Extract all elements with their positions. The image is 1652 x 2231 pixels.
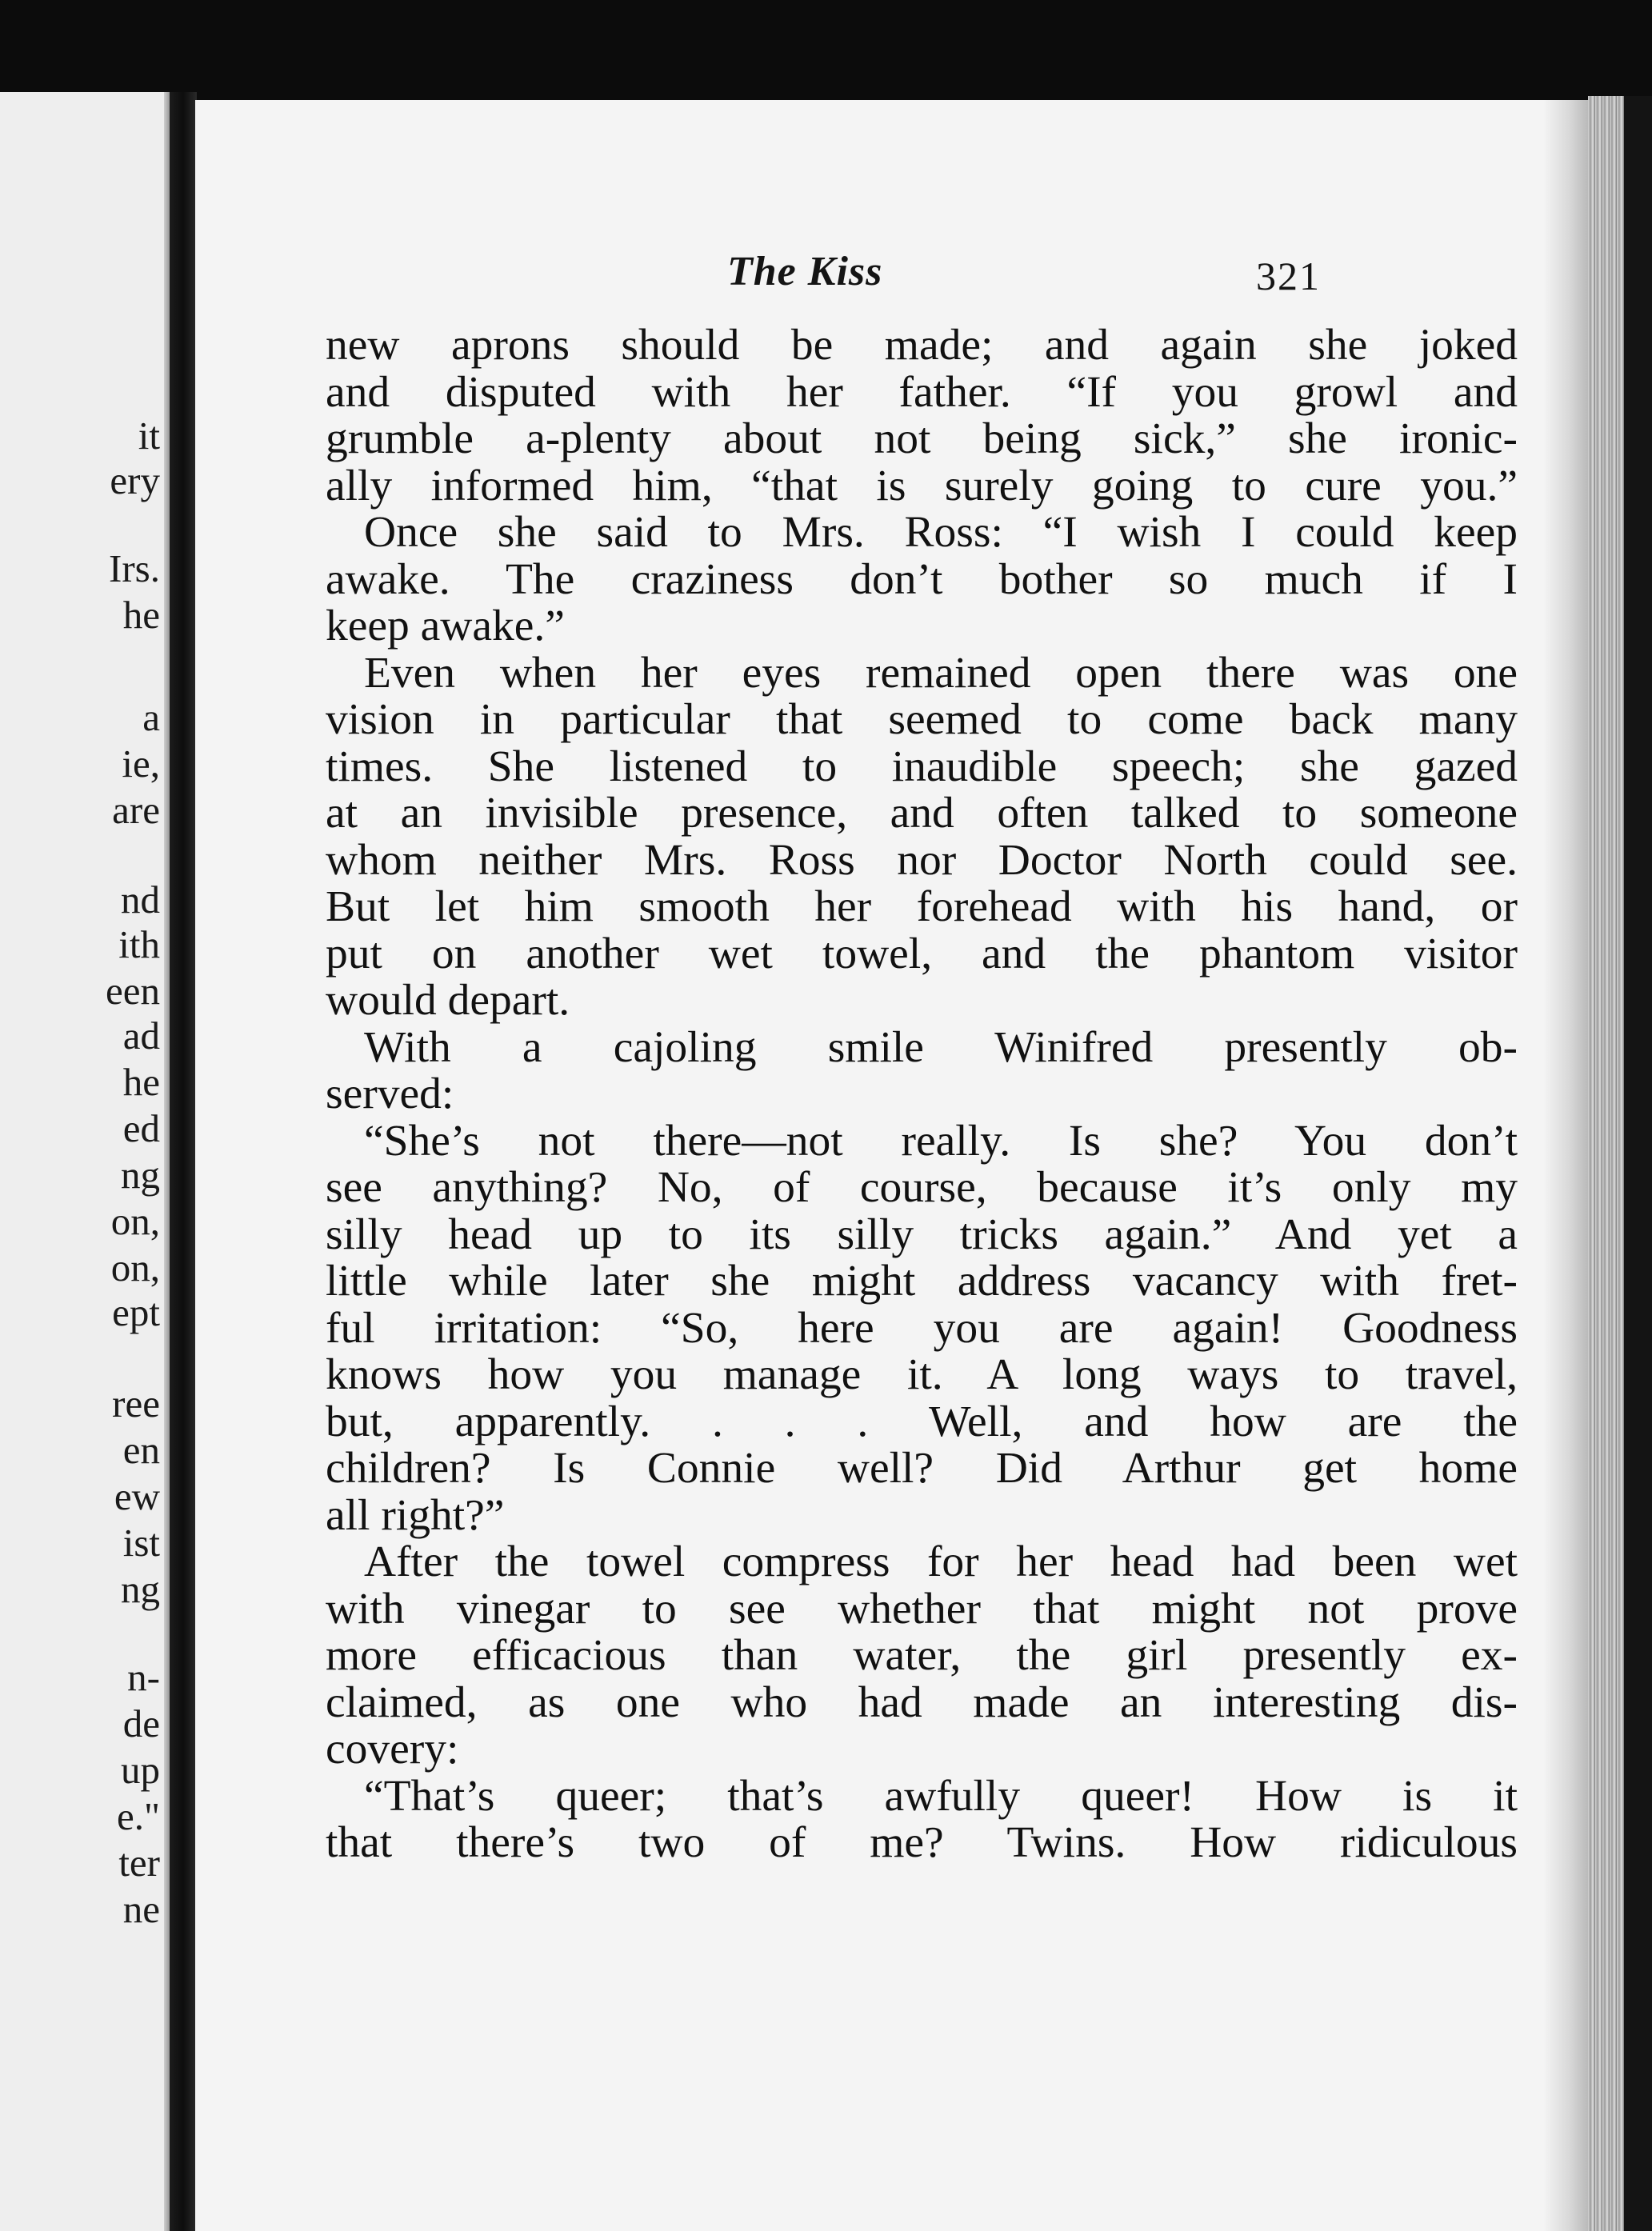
text-line: claimed, as one who had made an interesting dis-	[326, 1677, 1518, 1727]
left-fragment: en	[122, 1428, 160, 1472]
body-text	[326, 322, 1518, 1867]
text-line: times. She listened to inaudible speech; she gazed	[326, 742, 1518, 791]
text-line: awake. The craziness don’t bother so much if I	[326, 554, 1518, 604]
text-line: that there’s two of me? Twins. How ridiculous	[326, 1818, 1518, 1867]
left-fragment: e."	[116, 1794, 160, 1838]
left-fragment: ng	[121, 1153, 160, 1197]
left-fragment: ter	[118, 1841, 160, 1885]
left-fragment: ed	[122, 1106, 160, 1150]
left-fragment: ept	[112, 1290, 160, 1334]
text-line: and disputed with her father. “If you growl and	[326, 367, 1518, 417]
left-fragment: he	[122, 593, 160, 637]
left-fragment: Irs.	[109, 546, 160, 590]
text-line: little while later she might address vacancy with fret-	[326, 1257, 1518, 1305]
left-fragment: n-	[127, 1655, 160, 1699]
text-line: With a cajoling smile Winifred presently ob-	[364, 1022, 1518, 1072]
text-line: served:	[326, 1070, 454, 1118]
text-line: put on another wet towel, and the phantom visitor	[326, 929, 1518, 978]
left-fragment: nd	[121, 878, 160, 922]
running-title: The Kiss	[727, 249, 883, 294]
text-line: Even when her eyes remained open there was one	[364, 648, 1518, 698]
left-fragment: it	[138, 414, 160, 458]
text-line: whom neither Mrs. Ross nor Doctor North could see.	[326, 835, 1518, 885]
text-line: grumble a-plenty about not being sick,” she ironic-	[326, 414, 1518, 463]
left-fragment: ad	[122, 1014, 160, 1058]
text-line: with vinegar to see whether that might not prove	[326, 1584, 1518, 1633]
text-line: “She’s not there—not really. Is she? You don’t	[364, 1116, 1518, 1165]
text-line: After the towel compress for her head had been wet	[364, 1537, 1518, 1586]
right-page	[195, 100, 1591, 2231]
text-line: “That’s queer; that’s awfully queer! How is it	[364, 1771, 1518, 1821]
left-fragment: are	[112, 788, 160, 832]
left-fragment: ith	[118, 922, 160, 966]
text-line: all right?”	[326, 1490, 505, 1540]
left-fragment: on,	[110, 1199, 160, 1243]
left-fragment: ist	[122, 1521, 160, 1565]
text-line: keep awake.”	[326, 602, 565, 650]
left-fragment: a	[142, 695, 160, 739]
text-line: covery:	[326, 1725, 459, 1773]
text-line: see anything? No, of course, because it’s only my	[326, 1163, 1518, 1212]
left-fragment: ie,	[122, 742, 160, 786]
text-line: children? Is Connie well? Did Arthur get home	[326, 1444, 1518, 1493]
text-line: vision in particular that seemed to come back many	[326, 695, 1518, 744]
left-fragment: he	[122, 1060, 160, 1104]
left-fragment: ery	[110, 458, 160, 502]
running-head	[195, 248, 1591, 304]
edge-shadow	[1624, 96, 1652, 2231]
left-fragment: ew	[114, 1474, 160, 1518]
text-line: at an invisible presence, and often talked to someone	[326, 789, 1518, 838]
book-gutter	[170, 92, 197, 2231]
left-fragment: ne	[122, 1887, 160, 1931]
text-line: silly head up to its silly tricks again.” And yet a	[326, 1209, 1518, 1259]
text-line: ful irritation: “So, here you are again! Goodness	[326, 1303, 1518, 1353]
text-line: but, apparently. . . . Well, and how are the	[326, 1397, 1518, 1446]
text-line: new aprons should be made; and again she joked	[326, 321, 1518, 370]
left-fragment: ng	[121, 1567, 160, 1611]
text-line: knows how you manage it. A long ways to travel,	[326, 1350, 1518, 1399]
text-line: more efficacious than water, the girl presently ex-	[326, 1631, 1518, 1680]
page-number: 321	[1256, 254, 1321, 298]
left-fragment: de	[122, 1701, 160, 1745]
left-fragment: up	[121, 1748, 160, 1792]
text-line: Once she said to Mrs. Ross: “I wish I could keep	[364, 508, 1518, 557]
left-fragment: ree	[112, 1381, 160, 1425]
left-facing-page	[0, 92, 164, 2231]
left-fragment: een	[106, 969, 160, 1013]
left-fragment: on,	[110, 1245, 160, 1289]
text-line: But let him smooth her forehead with his hand, or	[326, 882, 1518, 931]
text-line: would depart.	[326, 976, 570, 1025]
text-line: ally informed him, “that is surely going to cure you.”	[326, 461, 1518, 510]
